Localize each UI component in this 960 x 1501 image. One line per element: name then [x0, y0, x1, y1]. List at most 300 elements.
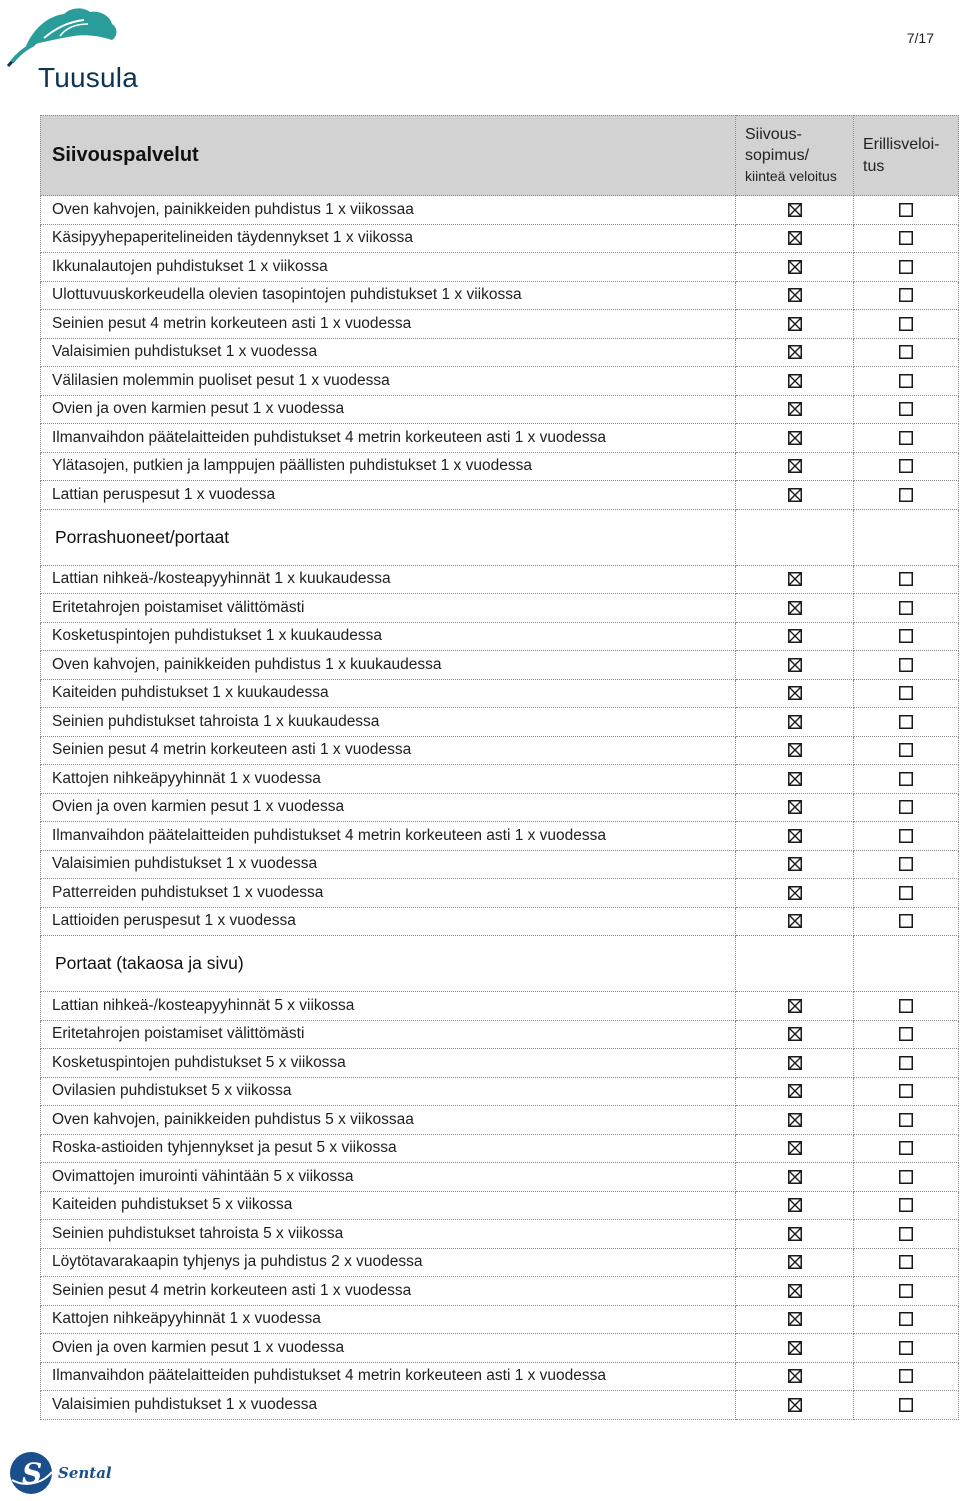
- sopimus-checkbox-cell: [736, 566, 854, 595]
- section-empty-cell: [736, 936, 854, 992]
- erillisveloitus-checkbox-cell: [854, 623, 959, 652]
- erillisveloitus-checkbox-cell: [854, 1049, 959, 1078]
- table-row: [40, 1277, 959, 1306]
- sopimus-checkbox[interactable]: [788, 914, 802, 928]
- erillisveloitus-checkbox-cell: [854, 1363, 959, 1392]
- sopimus-checkbox-cell: [736, 594, 854, 623]
- table-row: [40, 623, 959, 652]
- sopimus-checkbox-cell: [736, 737, 854, 766]
- sopimus-checkbox[interactable]: [788, 1056, 802, 1070]
- erillisveloitus-checkbox-cell: [854, 1249, 959, 1278]
- erillisveloitus-checkbox[interactable]: [899, 914, 913, 928]
- checked-box-icon: [788, 288, 802, 302]
- checked-box-icon: [788, 772, 802, 786]
- sopimus-checkbox-cell: [736, 794, 854, 823]
- sopimus-checkbox[interactable]: [788, 886, 802, 900]
- service-description: Roska-astioiden tyhjennykset ja pesut 5 x viikossa: [40, 1135, 736, 1164]
- erillisveloitus-checkbox[interactable]: [899, 431, 913, 445]
- sopimus-checkbox[interactable]: [788, 1084, 802, 1098]
- table-row: [40, 1163, 959, 1192]
- table-row: [40, 396, 959, 425]
- service-description: Patterreiden puhdistukset 1 x vuodessa: [40, 879, 736, 908]
- sental-emblem-icon: [8, 1450, 54, 1496]
- sopimus-checkbox-cell: [736, 1363, 854, 1392]
- erillisveloitus-checkbox-cell: [854, 339, 959, 368]
- erillisveloitus-checkbox[interactable]: [899, 886, 913, 900]
- service-description: Ovimattojen imurointi vähintään 5 x viikossa: [40, 1163, 736, 1192]
- tuusula-logo: [4, 6, 154, 92]
- checked-box-icon: [788, 459, 802, 473]
- table-row: [40, 566, 959, 595]
- empty-box-icon: [899, 572, 913, 586]
- checked-box-icon: [788, 800, 802, 814]
- sopimus-checkbox[interactable]: [788, 686, 802, 700]
- checked-box-icon: [788, 914, 802, 928]
- erillisveloitus-checkbox-cell: [854, 225, 959, 254]
- service-description: Seinien pesut 4 metrin korkeuteen asti 1 x vuodessa: [40, 310, 736, 339]
- sopimus-checkbox-cell: [736, 1163, 854, 1192]
- table-row: [40, 1391, 959, 1420]
- erillisveloitus-checkbox[interactable]: [899, 658, 913, 672]
- checked-box-icon: [788, 431, 802, 445]
- sopimus-checkbox[interactable]: [788, 459, 802, 473]
- sopimus-checkbox-cell: [736, 1135, 854, 1164]
- table-row: [40, 680, 959, 709]
- table-row: [40, 424, 959, 453]
- erillisveloitus-checkbox[interactable]: [899, 999, 913, 1013]
- empty-box-icon: [899, 629, 913, 643]
- checked-box-icon: [788, 317, 802, 331]
- page-number: 7/17: [906, 30, 934, 46]
- erillisveloitus-checkbox-cell: [854, 908, 959, 937]
- erillisveloitus-checkbox-cell: [854, 566, 959, 595]
- table-row: [40, 339, 959, 368]
- service-description: Seinien puhdistukset tahroista 1 x kuukaudessa: [40, 708, 736, 737]
- empty-box-icon: [899, 488, 913, 502]
- service-description: Oven kahvojen, painikkeiden puhdistus 1 x kuukaudessa: [40, 651, 736, 680]
- sopimus-checkbox-cell: [736, 396, 854, 425]
- erillisveloitus-checkbox[interactable]: [899, 686, 913, 700]
- sopimus-checkbox-cell: [736, 765, 854, 794]
- erillisveloitus-checkbox[interactable]: [899, 1227, 913, 1241]
- sopimus-checkbox-cell: [736, 481, 854, 510]
- sopimus-checkbox-cell: [736, 992, 854, 1021]
- sopimus-checkbox[interactable]: [788, 857, 802, 871]
- checked-box-icon: [788, 572, 802, 586]
- column-header-sopimus-line2: sopimus/: [745, 147, 810, 164]
- service-description: Ilmanvaihdon päätelaitteiden puhdistukset 4 metrin korkeuteen asti 1 x vuodessa: [40, 1363, 736, 1392]
- empty-box-icon: [899, 1398, 913, 1412]
- empty-box-icon: [899, 601, 913, 615]
- service-description: Ikkunalautojen puhdistukset 1 x viikossa: [40, 253, 736, 282]
- column-header-erillisveloitus: [854, 115, 959, 196]
- erillisveloitus-checkbox-cell: [854, 282, 959, 311]
- erillisveloitus-checkbox-cell: [854, 765, 959, 794]
- empty-box-icon: [899, 1084, 913, 1098]
- service-description: Seinien puhdistukset tahroista 5 x viikossa: [40, 1220, 736, 1249]
- sental-logo-text: Sental: [58, 1464, 112, 1482]
- sopimus-checkbox-cell: [736, 339, 854, 368]
- sopimus-checkbox-cell: [736, 253, 854, 282]
- section-header-row: [40, 510, 959, 566]
- erillisveloitus-checkbox[interactable]: [899, 203, 913, 217]
- table-row: [40, 594, 959, 623]
- erillisveloitus-checkbox-cell: [854, 1306, 959, 1335]
- service-description: Kattojen nihkeäpyyhinnät 1 x vuodessa: [40, 1306, 736, 1335]
- checked-box-icon: [788, 1027, 802, 1041]
- erillisveloitus-checkbox[interactable]: [899, 800, 913, 814]
- erillisveloitus-checkbox[interactable]: [899, 1084, 913, 1098]
- erillisveloitus-checkbox-cell: [854, 1192, 959, 1221]
- sopimus-checkbox-cell: [736, 1106, 854, 1135]
- sopimus-checkbox-cell: [736, 1277, 854, 1306]
- checked-box-icon: [788, 857, 802, 871]
- erillisveloitus-checkbox[interactable]: [899, 857, 913, 871]
- sopimus-checkbox-cell: [736, 1192, 854, 1221]
- sopimus-checkbox[interactable]: [788, 572, 802, 586]
- erillisveloitus-checkbox[interactable]: [899, 288, 913, 302]
- sopimus-checkbox[interactable]: [788, 715, 802, 729]
- erillisveloitus-checkbox[interactable]: [899, 402, 913, 416]
- service-description: Ilmanvaihdon päätelaitteiden puhdistukset 4 metrin korkeuteen asti 1 x vuodessa: [40, 424, 736, 453]
- sopimus-checkbox-cell: [736, 623, 854, 652]
- erillisveloitus-checkbox-cell: [854, 453, 959, 482]
- sopimus-checkbox-cell: [736, 851, 854, 880]
- erillisveloitus-checkbox[interactable]: [899, 459, 913, 473]
- service-description: Kaiteiden puhdistukset 1 x kuukaudessa: [40, 680, 736, 709]
- sopimus-checkbox[interactable]: [788, 345, 802, 359]
- erillisveloitus-checkbox-cell: [854, 879, 959, 908]
- sopimus-checkbox-cell: [736, 651, 854, 680]
- erillisveloitus-checkbox-cell: [854, 737, 959, 766]
- sopimus-checkbox-cell: [736, 879, 854, 908]
- checked-box-icon: [788, 1255, 802, 1269]
- checked-box-icon: [788, 1341, 802, 1355]
- erillisveloitus-checkbox[interactable]: [899, 317, 913, 331]
- checked-box-icon: [788, 203, 802, 217]
- service-description: Ovien ja oven karmien pesut 1 x vuodessa: [40, 396, 736, 425]
- sopimus-checkbox[interactable]: [788, 1198, 802, 1212]
- sopimus-checkbox-cell: [736, 1249, 854, 1278]
- table-row: [40, 851, 959, 880]
- checked-box-icon: [788, 345, 802, 359]
- sopimus-checkbox[interactable]: [788, 1284, 802, 1298]
- service-description: Kaiteiden puhdistukset 5 x viikossa: [40, 1192, 736, 1221]
- sopimus-checkbox[interactable]: [788, 1312, 802, 1326]
- empty-box-icon: [899, 800, 913, 814]
- erillisveloitus-checkbox[interactable]: [899, 1198, 913, 1212]
- table-row: [40, 453, 959, 482]
- sopimus-checkbox-cell: [736, 453, 854, 482]
- sopimus-checkbox[interactable]: [788, 1398, 802, 1412]
- checked-box-icon: [788, 1141, 802, 1155]
- sopimus-checkbox[interactable]: [788, 743, 802, 757]
- checked-box-icon: [788, 260, 802, 274]
- table-row: [40, 879, 959, 908]
- empty-box-icon: [899, 1312, 913, 1326]
- service-description: Ilmanvaihdon päätelaitteiden puhdistukset 4 metrin korkeuteen asti 1 x vuodessa: [40, 822, 736, 851]
- checked-box-icon: [788, 629, 802, 643]
- empty-box-icon: [899, 1056, 913, 1070]
- service-description: Lattian peruspesut 1 x vuodessa: [40, 481, 736, 510]
- empty-box-icon: [899, 1284, 913, 1298]
- empty-box-icon: [899, 260, 913, 274]
- erillisveloitus-checkbox[interactable]: [899, 231, 913, 245]
- service-description: Kattojen nihkeäpyyhinnät 1 x vuodessa: [40, 765, 736, 794]
- erillisveloitus-checkbox[interactable]: [899, 829, 913, 843]
- section-title: Portaat (takaosa ja sivu): [40, 936, 736, 992]
- table-row: [40, 1049, 959, 1078]
- erillisveloitus-checkbox[interactable]: [899, 743, 913, 757]
- table-row: [40, 1306, 959, 1335]
- sopimus-checkbox[interactable]: [788, 488, 802, 502]
- checked-box-icon: [788, 488, 802, 502]
- sopimus-checkbox[interactable]: [788, 658, 802, 672]
- checked-box-icon: [788, 374, 802, 388]
- service-description: Ulottuvuuskorkeudella olevien tasopintojen puhdistukset 1 x viikossa: [40, 282, 736, 311]
- empty-box-icon: [899, 1227, 913, 1241]
- sopimus-checkbox-cell: [736, 1078, 854, 1107]
- erillisveloitus-checkbox[interactable]: [899, 1369, 913, 1383]
- erillisveloitus-checkbox[interactable]: [899, 345, 913, 359]
- sopimus-checkbox-cell: [736, 1334, 854, 1363]
- sopimus-checkbox[interactable]: [788, 231, 802, 245]
- leaf-emblem-icon: [4, 6, 124, 68]
- erillisveloitus-checkbox-cell: [854, 1277, 959, 1306]
- service-description: Ovien ja oven karmien pesut 1 x vuodessa: [40, 794, 736, 823]
- erillisveloitus-checkbox[interactable]: [899, 1398, 913, 1412]
- sopimus-checkbox-cell: [736, 1306, 854, 1335]
- sopimus-checkbox-cell: [736, 367, 854, 396]
- empty-box-icon: [899, 1170, 913, 1184]
- sopimus-checkbox-cell: [736, 1021, 854, 1050]
- sopimus-checkbox[interactable]: [788, 288, 802, 302]
- erillisveloitus-checkbox-cell: [854, 196, 959, 225]
- erillisveloitus-checkbox-cell: [854, 794, 959, 823]
- empty-box-icon: [899, 231, 913, 245]
- service-description: Lattian nihkeä-/kosteapyyhinnät 1 x kuukaudessa: [40, 566, 736, 595]
- sopimus-checkbox[interactable]: [788, 1255, 802, 1269]
- table-row: [40, 253, 959, 282]
- empty-box-icon: [899, 658, 913, 672]
- table-row: [40, 708, 959, 737]
- erillisveloitus-checkbox[interactable]: [899, 1312, 913, 1326]
- section-empty-cell: [736, 510, 854, 566]
- table-row: [40, 1220, 959, 1249]
- empty-box-icon: [899, 345, 913, 359]
- checked-box-icon: [788, 1398, 802, 1412]
- erillisveloitus-checkbox-cell: [854, 310, 959, 339]
- sopimus-checkbox[interactable]: [788, 1341, 802, 1355]
- service-description: Lattian nihkeä-/kosteapyyhinnät 5 x viikossa: [40, 992, 736, 1021]
- checked-box-icon: [788, 1227, 802, 1241]
- service-description: Löytötavarakaapin tyhjenys ja puhdistus 2 x vuodessa: [40, 1249, 736, 1278]
- erillisveloitus-checkbox[interactable]: [899, 1056, 913, 1070]
- erillisveloitus-checkbox[interactable]: [899, 572, 913, 586]
- checked-box-icon: [788, 999, 802, 1013]
- column-header-erillis-line1: Erillisveloi-: [863, 135, 940, 153]
- erillisveloitus-checkbox-cell: [854, 1078, 959, 1107]
- erillisveloitus-checkbox-cell: [854, 1220, 959, 1249]
- erillisveloitus-checkbox[interactable]: [899, 1141, 913, 1155]
- service-description: Valaisimien puhdistukset 1 x vuodessa: [40, 339, 736, 368]
- erillisveloitus-checkbox-cell: [854, 594, 959, 623]
- empty-box-icon: [899, 288, 913, 302]
- empty-box-icon: [899, 1255, 913, 1269]
- sopimus-checkbox-cell: [736, 310, 854, 339]
- erillisveloitus-checkbox[interactable]: [899, 1113, 913, 1127]
- sopimus-checkbox[interactable]: [788, 601, 802, 615]
- checked-box-icon: [788, 1369, 802, 1383]
- checked-box-icon: [788, 829, 802, 843]
- sopimus-checkbox-cell: [736, 908, 854, 937]
- empty-box-icon: [899, 1198, 913, 1212]
- sopimus-checkbox[interactable]: [788, 999, 802, 1013]
- erillisveloitus-checkbox[interactable]: [899, 260, 913, 274]
- section-header-row: [40, 936, 959, 992]
- service-description: Oven kahvojen, painikkeiden puhdistus 5 x viikossaa: [40, 1106, 736, 1135]
- section-empty-cell: [854, 936, 959, 992]
- table-row: [40, 651, 959, 680]
- service-description: Ovien ja oven karmien pesut 1 x vuodessa: [40, 1334, 736, 1363]
- erillisveloitus-checkbox-cell: [854, 253, 959, 282]
- erillisveloitus-checkbox-cell: [854, 1135, 959, 1164]
- empty-box-icon: [899, 829, 913, 843]
- table-row: [40, 794, 959, 823]
- table-header-row: [40, 115, 959, 196]
- service-description: Kosketuspintojen puhdistukset 1 x kuukaudessa: [40, 623, 736, 652]
- table-row: [40, 196, 959, 225]
- table-row: [40, 765, 959, 794]
- table-row: [40, 1106, 959, 1135]
- table-row: [40, 908, 959, 937]
- table-body: [40, 196, 959, 1420]
- table-row: [40, 1334, 959, 1363]
- table-row: [40, 1363, 959, 1392]
- checked-box-icon: [788, 686, 802, 700]
- sopimus-checkbox[interactable]: [788, 772, 802, 786]
- checked-box-icon: [788, 886, 802, 900]
- erillisveloitus-checkbox-cell: [854, 1163, 959, 1192]
- erillisveloitus-checkbox[interactable]: [899, 1284, 913, 1298]
- erillisveloitus-checkbox-cell: [854, 680, 959, 709]
- sopimus-checkbox[interactable]: [788, 402, 802, 416]
- erillisveloitus-checkbox-cell: [854, 992, 959, 1021]
- empty-box-icon: [899, 459, 913, 473]
- sopimus-checkbox[interactable]: [788, 1170, 802, 1184]
- erillisveloitus-checkbox[interactable]: [899, 1170, 913, 1184]
- checked-box-icon: [788, 231, 802, 245]
- sopimus-checkbox[interactable]: [788, 203, 802, 217]
- sental-emblem-letter: S: [22, 1457, 43, 1490]
- sopimus-checkbox[interactable]: [788, 1113, 802, 1127]
- column-header-sopimus: [736, 115, 854, 196]
- table-row: [40, 1249, 959, 1278]
- table-row: [40, 225, 959, 254]
- service-description: Oven kahvojen, painikkeiden puhdistus 1 x viikossaa: [40, 196, 736, 225]
- empty-box-icon: [899, 317, 913, 331]
- sopimus-checkbox[interactable]: [788, 260, 802, 274]
- erillisveloitus-checkbox[interactable]: [899, 374, 913, 388]
- erillisveloitus-checkbox[interactable]: [899, 715, 913, 729]
- services-table: [40, 115, 959, 1420]
- empty-box-icon: [899, 715, 913, 729]
- checked-box-icon: [788, 1284, 802, 1298]
- sopimus-checkbox[interactable]: [788, 1141, 802, 1155]
- service-description: Eritetahrojen poistamiset välittömästi: [40, 1021, 736, 1050]
- empty-box-icon: [899, 743, 913, 757]
- table-row: [40, 992, 959, 1021]
- empty-box-icon: [899, 1341, 913, 1355]
- table-row: [40, 822, 959, 851]
- erillisveloitus-checkbox-cell: [854, 651, 959, 680]
- checked-box-icon: [788, 1312, 802, 1326]
- empty-box-icon: [899, 1113, 913, 1127]
- sopimus-checkbox[interactable]: [788, 829, 802, 843]
- checked-box-icon: [788, 658, 802, 672]
- service-description: Eritetahrojen poistamiset välittömästi: [40, 594, 736, 623]
- sopimus-checkbox-cell: [736, 196, 854, 225]
- empty-box-icon: [899, 374, 913, 388]
- table-row: [40, 1078, 959, 1107]
- checked-box-icon: [788, 402, 802, 416]
- sopimus-checkbox-cell: [736, 822, 854, 851]
- table-row: [40, 367, 959, 396]
- erillisveloitus-checkbox-cell: [854, 822, 959, 851]
- checked-box-icon: [788, 601, 802, 615]
- empty-box-icon: [899, 203, 913, 217]
- sopimus-checkbox[interactable]: [788, 317, 802, 331]
- erillisveloitus-checkbox[interactable]: [899, 772, 913, 786]
- erillisveloitus-checkbox-cell: [854, 1106, 959, 1135]
- sopimus-checkbox[interactable]: [788, 431, 802, 445]
- service-description: Valaisimien puhdistukset 1 x vuodessa: [40, 1391, 736, 1420]
- erillisveloitus-checkbox[interactable]: [899, 1341, 913, 1355]
- column-header-sopimus-line3: kiinteä veloitus: [745, 168, 837, 184]
- sopimus-checkbox-cell: [736, 708, 854, 737]
- section-empty-cell: [854, 510, 959, 566]
- erillisveloitus-checkbox[interactable]: [899, 1255, 913, 1269]
- sopimus-checkbox[interactable]: [788, 1027, 802, 1041]
- erillisveloitus-checkbox-cell: [854, 851, 959, 880]
- sopimus-checkbox[interactable]: [788, 629, 802, 643]
- empty-box-icon: [899, 1141, 913, 1155]
- erillisveloitus-checkbox[interactable]: [899, 1027, 913, 1041]
- sopimus-checkbox-cell: [736, 282, 854, 311]
- erillisveloitus-checkbox[interactable]: [899, 488, 913, 502]
- empty-box-icon: [899, 431, 913, 445]
- service-description: Ovilasien puhdistukset 5 x viikossa: [40, 1078, 736, 1107]
- table-row: [40, 1192, 959, 1221]
- erillisveloitus-checkbox-cell: [854, 424, 959, 453]
- checked-box-icon: [788, 1084, 802, 1098]
- sopimus-checkbox[interactable]: [788, 374, 802, 388]
- sopimus-checkbox[interactable]: [788, 1227, 802, 1241]
- empty-box-icon: [899, 686, 913, 700]
- erillisveloitus-checkbox[interactable]: [899, 601, 913, 615]
- empty-box-icon: [899, 999, 913, 1013]
- sopimus-checkbox-cell: [736, 225, 854, 254]
- erillisveloitus-checkbox-cell: [854, 481, 959, 510]
- sopimus-checkbox[interactable]: [788, 1369, 802, 1383]
- empty-box-icon: [899, 886, 913, 900]
- service-description: Seinien pesut 4 metrin korkeuteen asti 1 x vuodessa: [40, 737, 736, 766]
- sopimus-checkbox-cell: [736, 1049, 854, 1078]
- service-description: Lattioiden peruspesut 1 x vuodessa: [40, 908, 736, 937]
- erillisveloitus-checkbox[interactable]: [899, 629, 913, 643]
- table-title: Siivouspalvelut: [40, 115, 736, 196]
- sopimus-checkbox[interactable]: [788, 800, 802, 814]
